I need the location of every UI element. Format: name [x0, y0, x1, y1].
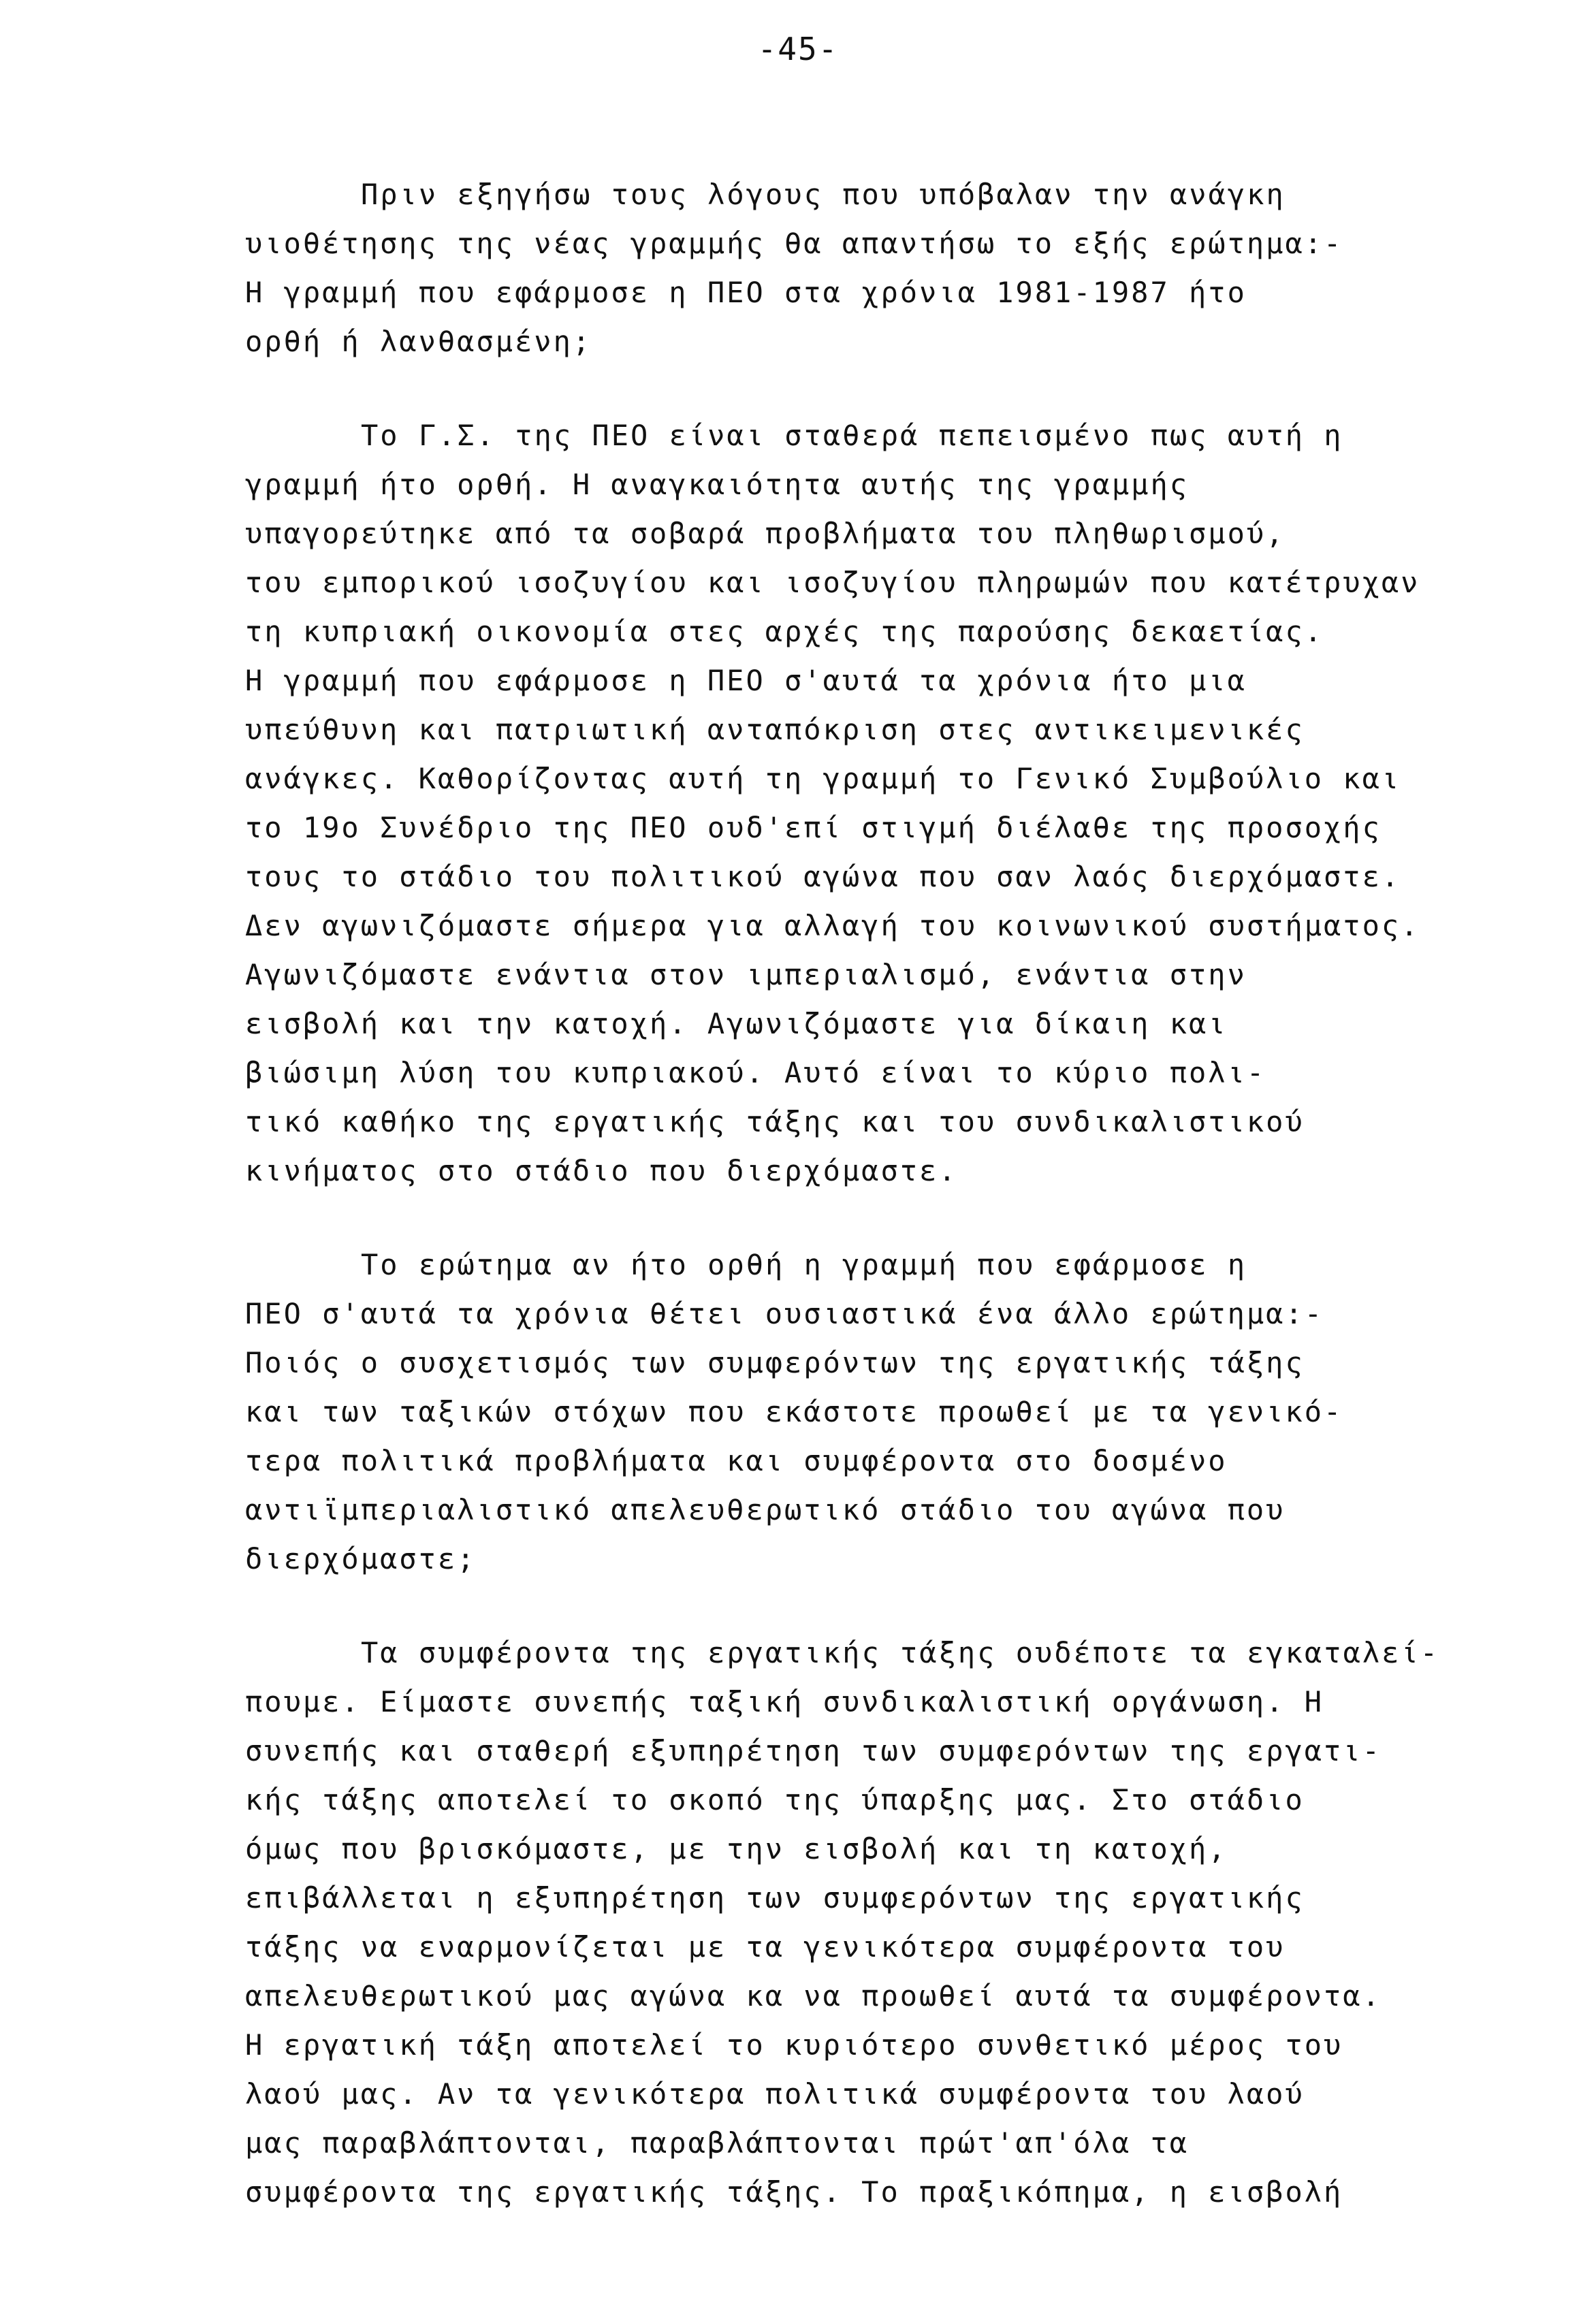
text-line: επιβάλλεται η εξυπηρέτηση των συμφερόντων της εργατικής [245, 1881, 1305, 1915]
text-line: αντιϊμπεριαλιστικό απελευθερωτικό στάδιο του αγώνα που [245, 1493, 1286, 1526]
text-line: του εμπορικού ισοζυγίου και ισοζυγίου πληρωμών που κατέτρυχαν [245, 566, 1420, 599]
text-line: τους το στάδιο του πολιτικού αγώνα που σαν λαός διερχόμαστε. [245, 860, 1401, 893]
text-line: το 19ο Συνέδριο της ΠΕΟ ουδ'επί στιγμή διέλαθε της προσοχής [245, 811, 1382, 844]
text-line: Η γραμμή που εφάρμοσε η ΠΕΟ στα χρόνια 1981-1987 ήτο [245, 276, 1247, 309]
text-line: συνεπής και σταθερή εξυπηρέτηση των συμφερόντων της εργατι- [245, 1734, 1382, 1767]
text-line: τη κυπριακή οικονομία στες αρχές της παρούσης δεκαετίας. [245, 615, 1324, 648]
text-line: Τα συμφέροντα της εργατικής τάξης ουδέποτε τα εγκαταλεί- [361, 1636, 1440, 1669]
text-line: τερα πολιτικά προβλήματα και συμφέροντα στο δοσμένο [245, 1444, 1228, 1477]
text-line: κινήματος στο στάδιο που διερχόμαστε. [245, 1154, 958, 1187]
text-line: πουμε. Είμαστε συνεπής ταξική συνδικαλιστική οργάνωση. Η [245, 1685, 1324, 1718]
text-line: Πριν εξηγήσω τους λόγους που υπόβαλαν την ανάγκη [361, 178, 1286, 211]
text-line: Η εργατική τάξη αποτελεί το κυριότερο συνθετικό μέρος του [245, 2028, 1343, 2062]
text-line: λαού μας. Αν τα γενικότερα πολιτικά συμφέροντα του λαού [245, 2077, 1305, 2111]
text-line: συμφέροντα της εργατικής τάξης. Το πραξικόπημα, η εισβολή [245, 2175, 1343, 2209]
text-line: Το Γ.Σ. της ΠΕΟ είναι σταθερά πεπεισμένο πως αυτή η [361, 419, 1343, 452]
body-text [245, 170, 1539, 2217]
text-line: εισβολή και την κατοχή. Αγωνιζόμαστε για δίκαιη και [245, 1007, 1228, 1040]
text-line: και των ταξικών στόχων που εκάστοτε προωθεί με τα γενικό- [245, 1395, 1343, 1428]
text-line: διερχόμαστε; [245, 1542, 477, 1575]
text-line: υπεύθυνη και πατριωτική ανταπόκριση στες αντικειμενικές [245, 713, 1305, 746]
text-line: υιοθέτησης της νέας γραμμής θα απαντήσω το εξής ερώτημα:- [245, 227, 1343, 260]
text-line: τάξης να εναρμονίζεται με τα γενικότερα συμφέροντα του [245, 1930, 1286, 1964]
text-line: βιώσιμη λύση του κυπριακού. Αυτό είναι το κύριο πολι- [245, 1056, 1266, 1089]
text-line: Η γραμμή που εφάρμοσε η ΠΕΟ σ'αυτά τα χρόνια ήτο μια [245, 664, 1247, 697]
paragraph [245, 411, 1539, 1196]
text-line: ορθή ή λανθασμένη; [245, 325, 592, 358]
text-line: Δεν αγωνιζόμαστε σήμερα για αλλαγή του κοινωνικού συστήματος. [245, 909, 1420, 942]
text-line: υπαγορεύτηκε από τα σοβαρά προβλήματα του πληθωρισμού, [245, 517, 1286, 550]
text-line: Αγωνιζόμαστε ενάντια στον ιμπεριαλισμό, ενάντια στην [245, 958, 1247, 991]
text-line: απελευθερωτικού μας αγώνα κα να προωθεί αυτά τα συμφέροντα. [245, 1979, 1382, 2013]
page-number: -45- [757, 31, 839, 67]
text-line: Ποιός ο συσχετισμός των συμφερόντων της εργατικής τάξης [245, 1346, 1305, 1379]
text-line: όμως που βρισκόμαστε, με την εισβολή και τη κατοχή, [245, 1832, 1228, 1865]
text-line: ΠΕΟ σ'αυτά τα χρόνια θέτει ουσιαστικά ένα άλλο ερώτημα:- [245, 1297, 1324, 1330]
text-line: ανάγκες. Καθορίζοντας αυτή τη γραμμή το Γενικό Συμβούλιο και [245, 762, 1401, 795]
paragraph [245, 1240, 1539, 1584]
text-line: Το ερώτημα αν ήτο ορθή η γραμμή που εφάρμοσε η [361, 1248, 1247, 1281]
paragraph [245, 170, 1539, 366]
text-line: τικό καθήκο της εργατικής τάξης και του συνδικαλιστικού [245, 1105, 1305, 1138]
text-line: κής τάξης αποτελεί το σκοπό της ύπαρξης μας. Στο στάδιο [245, 1783, 1305, 1816]
text-line: μας παραβλάπτονται, παραβλάπτονται πρώτ'απ'όλα τα [245, 2126, 1190, 2160]
text-line: γραμμή ήτο ορθή. Η αναγκαιότητα αυτής της γραμμής [245, 468, 1190, 501]
paragraph [245, 1629, 1539, 2217]
